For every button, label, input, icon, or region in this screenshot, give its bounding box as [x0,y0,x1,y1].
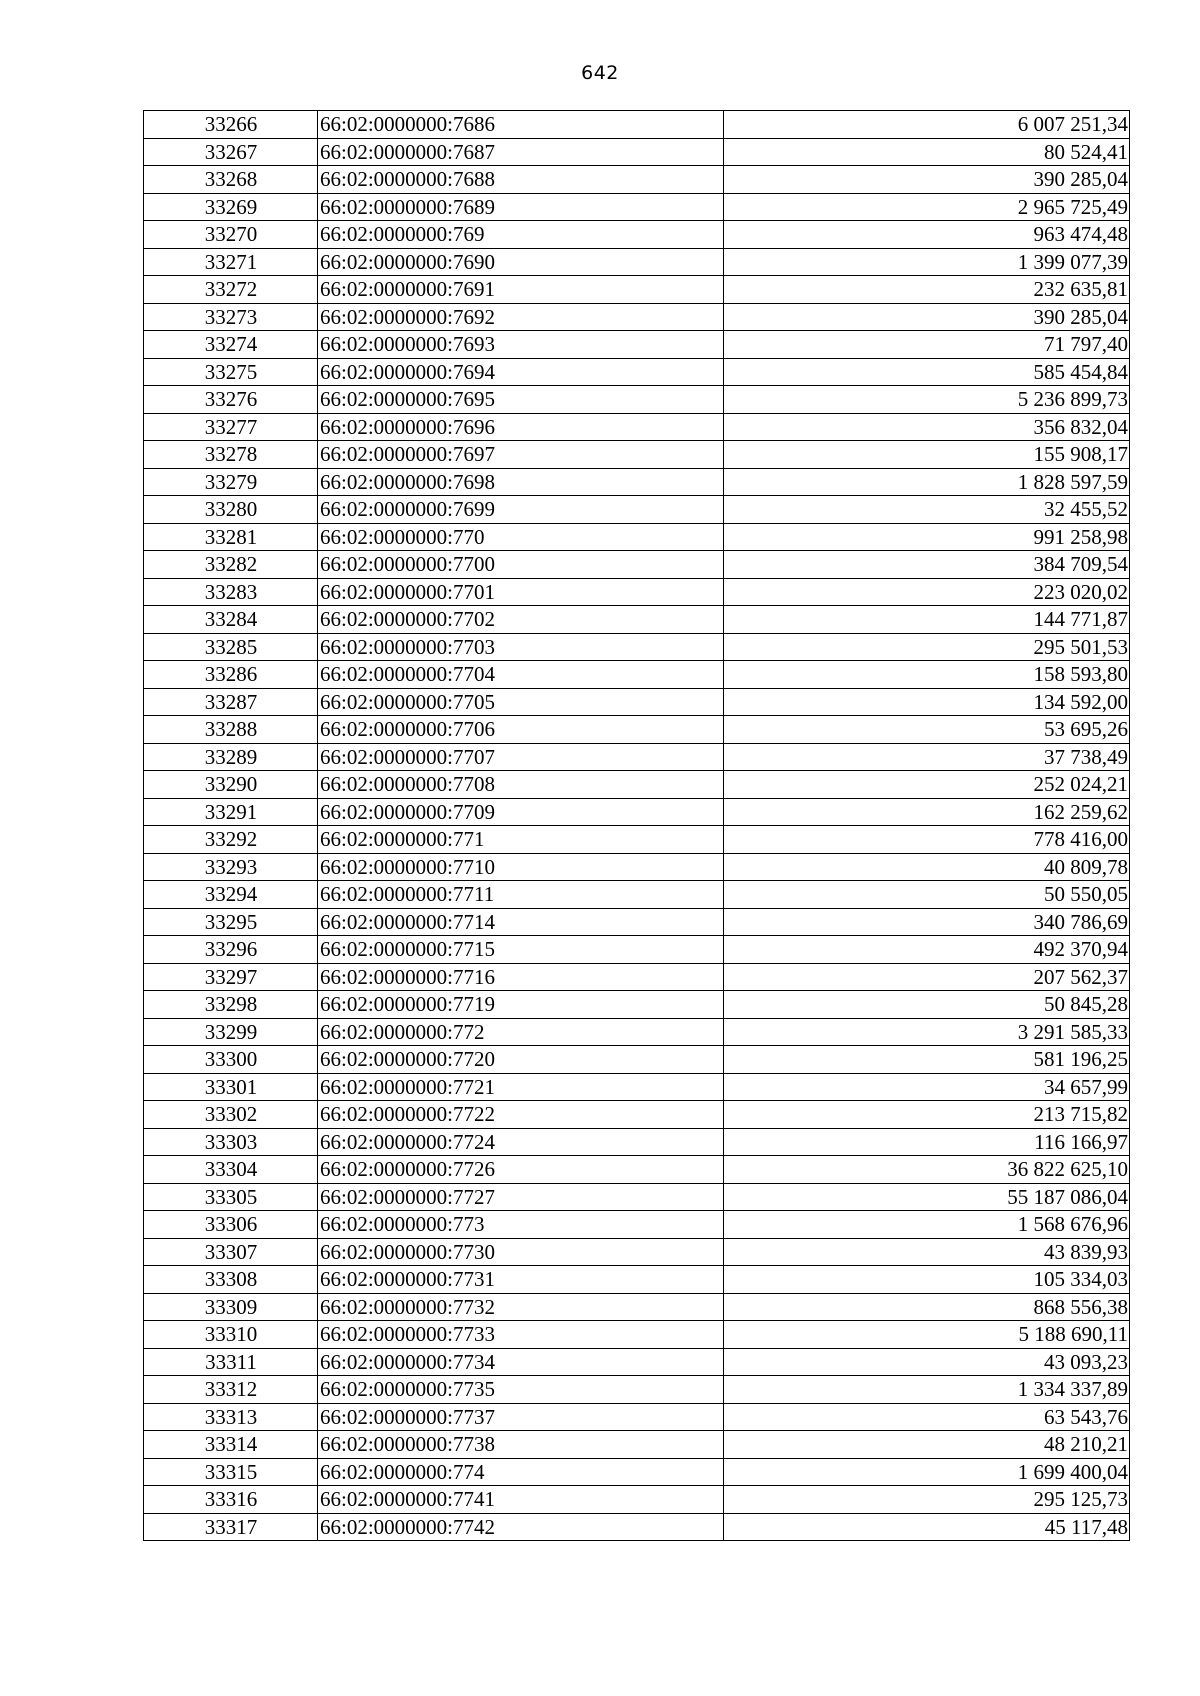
cadastral-value-cell: 207 562,37 [724,963,1130,991]
table-row [144,771,1130,799]
cadastral-value-cell: 1 568 676,96 [724,1211,1130,1239]
cadastral-number-cell: 66:02:0000000:7695 [318,386,724,414]
cadastral-number-cell: 66:02:0000000:7694 [318,358,724,386]
row-number-cell: 33304 [144,1156,318,1184]
cadastral-number-cell: 66:02:0000000:771 [318,826,724,854]
row-number-cell: 33281 [144,523,318,551]
table-row [144,798,1130,826]
table-row [144,1156,1130,1184]
table-row [144,578,1130,606]
cadastral-value-cell: 144 771,87 [724,606,1130,634]
table-row [144,523,1130,551]
cadastral-number-cell: 66:02:0000000:7696 [318,413,724,441]
row-number-cell: 33292 [144,826,318,854]
table-row [144,1211,1130,1239]
table-row [144,413,1130,441]
row-number-cell: 33286 [144,661,318,689]
cadastral-value-cell: 778 416,00 [724,826,1130,854]
table-row [144,1073,1130,1101]
row-number-cell: 33315 [144,1458,318,1486]
row-number-cell: 33307 [144,1238,318,1266]
row-number-cell: 33294 [144,881,318,909]
row-number-cell: 33311 [144,1348,318,1376]
cadastral-value-cell: 232 635,81 [724,276,1130,304]
table-row [144,276,1130,304]
cadastral-value-cell: 53 695,26 [724,716,1130,744]
row-number-cell: 33285 [144,633,318,661]
table-row [144,331,1130,359]
table-row [144,496,1130,524]
cadastral-value-cell: 223 020,02 [724,578,1130,606]
table-row [144,991,1130,1019]
table-row [144,1431,1130,1459]
row-number-cell: 33293 [144,853,318,881]
row-number-cell: 33302 [144,1101,318,1129]
table-row [144,936,1130,964]
cadastral-number-cell: 66:02:0000000:7735 [318,1376,724,1404]
cadastral-value-cell: 390 285,04 [724,303,1130,331]
cadastral-number-cell: 66:02:0000000:7693 [318,331,724,359]
cadastral-number-cell: 66:02:0000000:7726 [318,1156,724,1184]
cadastral-value-cell: 5 188 690,11 [724,1321,1130,1349]
row-number-cell: 33310 [144,1321,318,1349]
cadastral-number-cell: 66:02:0000000:7702 [318,606,724,634]
row-number-cell: 33271 [144,248,318,276]
cadastral-number-cell: 66:02:0000000:7741 [318,1486,724,1514]
cadastral-number-cell: 66:02:0000000:7703 [318,633,724,661]
cadastral-value-cell: 295 501,53 [724,633,1130,661]
cadastral-value-cell: 43 839,93 [724,1238,1130,1266]
cadastral-number-cell: 66:02:0000000:7720 [318,1046,724,1074]
cadastral-value-cell: 356 832,04 [724,413,1130,441]
cadastral-number-cell: 66:02:0000000:7711 [318,881,724,909]
table-row [144,441,1130,469]
cadastral-number-cell: 66:02:0000000:7721 [318,1073,724,1101]
row-number-cell: 33277 [144,413,318,441]
table-row [144,1293,1130,1321]
table-row [144,111,1130,139]
cadastral-value-cell: 1 828 597,59 [724,468,1130,496]
table-row [144,1458,1130,1486]
cadastral-number-cell: 66:02:0000000:769 [318,221,724,249]
table-row [144,551,1130,579]
cadastral-value-cell: 105 334,03 [724,1266,1130,1294]
row-number-cell: 33268 [144,166,318,194]
cadastral-number-cell: 66:02:0000000:772 [318,1018,724,1046]
cadastral-number-cell: 66:02:0000000:7689 [318,193,724,221]
cadastral-number-cell: 66:02:0000000:7699 [318,496,724,524]
cadastral-value-cell: 581 196,25 [724,1046,1130,1074]
cadastral-number-cell: 66:02:0000000:7714 [318,908,724,936]
table-row [144,166,1130,194]
row-number-cell: 33306 [144,1211,318,1239]
cadastral-value-cell: 37 738,49 [724,743,1130,771]
row-number-cell: 33289 [144,743,318,771]
row-number-cell: 33284 [144,606,318,634]
row-number-cell: 33273 [144,303,318,331]
row-number-cell: 33283 [144,578,318,606]
cadastral-value-cell: 213 715,82 [724,1101,1130,1129]
table-row [144,1486,1130,1514]
row-number-cell: 33288 [144,716,318,744]
cadastral-value-cell: 252 024,21 [724,771,1130,799]
row-number-cell: 33272 [144,276,318,304]
table-row [144,1513,1130,1541]
cadastral-number-cell: 66:02:0000000:7686 [318,111,724,139]
row-number-cell: 33276 [144,386,318,414]
table-row [144,1403,1130,1431]
cadastral-value-cell: 6 007 251,34 [724,111,1130,139]
table-row [144,221,1130,249]
row-number-cell: 33270 [144,221,318,249]
cadastral-number-cell: 66:02:0000000:7705 [318,688,724,716]
row-number-cell: 33279 [144,468,318,496]
table-row [144,1321,1130,1349]
table-row [144,1348,1130,1376]
row-number-cell: 33287 [144,688,318,716]
table-row [144,743,1130,771]
cadastral-number-cell: 66:02:0000000:7690 [318,248,724,276]
table-row [144,138,1130,166]
row-number-cell: 33298 [144,991,318,1019]
cadastral-value-cell: 384 709,54 [724,551,1130,579]
cadastral-value-cell: 40 809,78 [724,853,1130,881]
cadastral-value-cell: 158 593,80 [724,661,1130,689]
cadastral-value-cell: 492 370,94 [724,936,1130,964]
cadastral-number-cell: 66:02:0000000:774 [318,1458,724,1486]
table-row [144,358,1130,386]
table-row [144,1018,1130,1046]
row-number-cell: 33314 [144,1431,318,1459]
table-row [144,881,1130,909]
cadastral-value-cell: 963 474,48 [724,221,1130,249]
cadastral-number-cell: 66:02:0000000:7737 [318,1403,724,1431]
cadastral-value-cell: 55 187 086,04 [724,1183,1130,1211]
cadastral-value-cell: 390 285,04 [724,166,1130,194]
cadastral-value-cell: 48 210,21 [724,1431,1130,1459]
row-number-cell: 33280 [144,496,318,524]
row-number-cell: 33291 [144,798,318,826]
row-number-cell: 33299 [144,1018,318,1046]
cadastral-value-cell: 116 166,97 [724,1128,1130,1156]
row-number-cell: 33266 [144,111,318,139]
cadastral-number-cell: 66:02:0000000:7716 [318,963,724,991]
cadastral-number-cell: 66:02:0000000:7687 [318,138,724,166]
cadastral-value-cell: 585 454,84 [724,358,1130,386]
cadastral-number-cell: 66:02:0000000:7698 [318,468,724,496]
row-number-cell: 33267 [144,138,318,166]
table-row [144,1046,1130,1074]
table-row [144,303,1130,331]
cadastral-number-cell: 66:02:0000000:7692 [318,303,724,331]
cadastral-number-cell: 66:02:0000000:7724 [318,1128,724,1156]
cadastral-value-cell: 134 592,00 [724,688,1130,716]
cadastral-number-cell: 66:02:0000000:7709 [318,798,724,826]
table-row [144,193,1130,221]
cadastral-number-cell: 66:02:0000000:7704 [318,661,724,689]
row-number-cell: 33282 [144,551,318,579]
cadastral-value-cell: 1 334 337,89 [724,1376,1130,1404]
cadastral-value-cell: 1 399 077,39 [724,248,1130,276]
cadastral-value-cell: 32 455,52 [724,496,1130,524]
cadastral-number-cell: 66:02:0000000:7734 [318,1348,724,1376]
cadastral-value-cell: 43 093,23 [724,1348,1130,1376]
cadastral-number-cell: 66:02:0000000:7706 [318,716,724,744]
cadastral-number-cell: 66:02:0000000:7701 [318,578,724,606]
cadastral-number-cell: 66:02:0000000:773 [318,1211,724,1239]
cadastral-number-cell: 66:02:0000000:7733 [318,1321,724,1349]
table-row [144,826,1130,854]
cadastral-value-cell: 340 786,69 [724,908,1130,936]
cadastral-value-cell: 155 908,17 [724,441,1130,469]
row-number-cell: 33296 [144,936,318,964]
table-row [144,908,1130,936]
cadastral-number-cell: 66:02:0000000:7707 [318,743,724,771]
row-number-cell: 33317 [144,1513,318,1541]
cadastral-value-cell: 34 657,99 [724,1073,1130,1101]
cadastral-number-cell: 66:02:0000000:7730 [318,1238,724,1266]
cadastral-value-cell: 50 845,28 [724,991,1130,1019]
cadastral-number-cell: 66:02:0000000:7722 [318,1101,724,1129]
row-number-cell: 33312 [144,1376,318,1404]
row-number-cell: 33290 [144,771,318,799]
row-number-cell: 33278 [144,441,318,469]
table-row [144,1266,1130,1294]
cadastral-number-cell: 66:02:0000000:7727 [318,1183,724,1211]
cadastral-value-cell: 36 822 625,10 [724,1156,1130,1184]
table-row [144,1183,1130,1211]
cadastral-value-cell: 45 117,48 [724,1513,1130,1541]
table-row [144,1101,1130,1129]
table-row [144,633,1130,661]
row-number-cell: 33309 [144,1293,318,1321]
cadastral-value-cell: 3 291 585,33 [724,1018,1130,1046]
row-number-cell: 33275 [144,358,318,386]
table-row [144,661,1130,689]
cadastral-number-cell: 66:02:0000000:7719 [318,991,724,1019]
row-number-cell: 33269 [144,193,318,221]
row-number-cell: 33300 [144,1046,318,1074]
cadastral-value-cell: 295 125,73 [724,1486,1130,1514]
table-body [144,111,1130,1541]
cadastral-number-cell: 66:02:0000000:7691 [318,276,724,304]
row-number-cell: 33301 [144,1073,318,1101]
row-number-cell: 33313 [144,1403,318,1431]
cadastral-number-cell: 66:02:0000000:7732 [318,1293,724,1321]
cadastral-value-cell: 5 236 899,73 [724,386,1130,414]
table-row [144,853,1130,881]
cadastral-value-cell: 2 965 725,49 [724,193,1130,221]
row-number-cell: 33303 [144,1128,318,1156]
table-row [144,963,1130,991]
row-number-cell: 33295 [144,908,318,936]
cadastral-number-cell: 66:02:0000000:7742 [318,1513,724,1541]
cadastral-value-table [143,110,1130,1541]
cadastral-number-cell: 66:02:0000000:7715 [318,936,724,964]
cadastral-value-cell: 162 259,62 [724,798,1130,826]
row-number-cell: 33297 [144,963,318,991]
cadastral-number-cell: 66:02:0000000:7731 [318,1266,724,1294]
cadastral-value-cell: 63 543,76 [724,1403,1130,1431]
page-number: 642 [581,62,619,84]
table-row [144,1376,1130,1404]
cadastral-number-cell: 66:02:0000000:7700 [318,551,724,579]
table-row [144,1128,1130,1156]
table-row [144,386,1130,414]
cadastral-value-cell: 50 550,05 [724,881,1130,909]
cadastral-number-cell: 66:02:0000000:7688 [318,166,724,194]
cadastral-number-cell: 66:02:0000000:770 [318,523,724,551]
row-number-cell: 33305 [144,1183,318,1211]
cadastral-value-cell: 1 699 400,04 [724,1458,1130,1486]
cadastral-value-cell: 991 258,98 [724,523,1130,551]
table-row [144,468,1130,496]
row-number-cell: 33316 [144,1486,318,1514]
table-row [144,688,1130,716]
row-number-cell: 33308 [144,1266,318,1294]
cadastral-value-cell: 80 524,41 [724,138,1130,166]
cadastral-number-cell: 66:02:0000000:7697 [318,441,724,469]
cadastral-value-cell: 868 556,38 [724,1293,1130,1321]
row-number-cell: 33274 [144,331,318,359]
table-row [144,248,1130,276]
cadastral-value-cell: 71 797,40 [724,331,1130,359]
table-row [144,606,1130,634]
cadastral-number-cell: 66:02:0000000:7710 [318,853,724,881]
table-row [144,716,1130,744]
table-row [144,1238,1130,1266]
cadastral-number-cell: 66:02:0000000:7738 [318,1431,724,1459]
cadastral-number-cell: 66:02:0000000:7708 [318,771,724,799]
